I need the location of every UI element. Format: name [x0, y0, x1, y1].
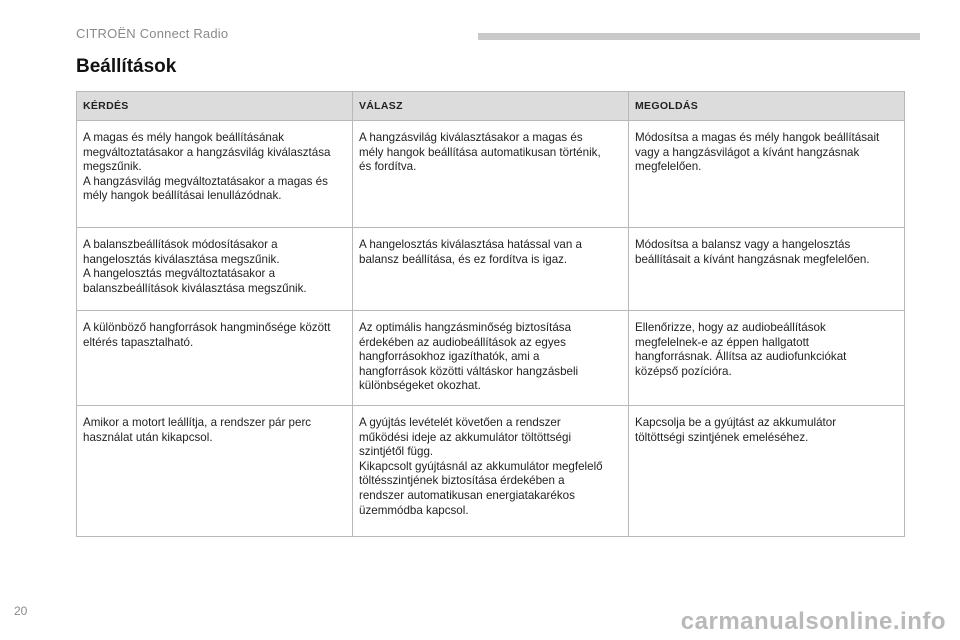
cell-text-line: töltöttségi szintjének emeléséhez. — [635, 430, 809, 444]
document-header-title: CITROËN Connect Radio — [76, 26, 229, 41]
cell-text-line: Kikapcsolt gyújtásnál az akkumulátor megfelelő — [359, 459, 603, 473]
cell-text-line: Kapcsolja be a gyújtást az akkumulátor — [635, 416, 837, 429]
cell-text-line: középső pozícióra. — [635, 364, 732, 378]
cell-text-line: A különböző hangforrások hangminősége között — [83, 321, 331, 334]
table-header-row — [77, 92, 905, 121]
cell-text-line: beállításait a kívánt hangzásnak megfelelően. — [635, 252, 870, 266]
question-cell — [77, 121, 353, 228]
cell-text-line: működési ideje az akkumulátor töltöttségi — [359, 430, 572, 444]
cell-text-line: megváltoztatásakor a hangzásvilág kiválasztása — [83, 145, 331, 159]
cell-text-line: töltésszintjének biztosítása érdekében a — [359, 474, 565, 488]
table-row — [77, 406, 905, 537]
cell-text-line: Amikor a motort leállítja, a rendszer pár perc — [83, 416, 312, 429]
watermark: carmanualsonline.info — [680, 608, 946, 635]
cell-text-line: megszűnik. — [83, 160, 142, 174]
solution-cell — [629, 228, 905, 311]
cell-text-line: vagy a hangzásvilágot a kívánt hangzásnak — [635, 145, 860, 159]
column-header-solution: MEGOLDÁS — [629, 92, 905, 121]
cell-text-line: A hangzásvilág megváltoztatásakor a magas és — [83, 174, 328, 188]
cell-text-line: hangforrásnak. Állítsa az audiofunkciókat — [635, 350, 847, 364]
cell-text-line: mély hangok beállítása automatikusan történik, — [359, 145, 601, 159]
cell-text-line: különbségeket okozhat. — [359, 379, 481, 393]
solution-cell — [629, 311, 905, 406]
cell-text-line: A hangelosztás kiválasztása hatással van a — [359, 238, 582, 251]
cell-text-line: Ellenőrizze, hogy az audiobeállítások — [635, 321, 826, 334]
cell-text-line: hangforrásokhoz igazíthatók, ami a — [359, 350, 540, 364]
cell-text-line: üzemmódba kapcsol. — [359, 503, 469, 517]
answer-cell — [353, 406, 629, 537]
cell-text-line: használat után kikapcsol. — [83, 430, 213, 444]
cell-text-line: A hangzásvilág kiválasztásakor a magas és — [359, 131, 583, 144]
cell-text-line: érdekében az audiobeállítások az egyes — [359, 335, 566, 349]
answer-cell — [353, 228, 629, 311]
column-header-question: KÉRDÉS — [77, 92, 353, 121]
cell-text-line: és fordítva. — [359, 160, 417, 174]
cell-text-line: hangelosztás kiválasztása megszűnik. — [83, 252, 280, 266]
solution-cell — [629, 121, 905, 228]
cell-text-line: balanszbeállítások kiválasztása megszűnik. — [83, 281, 307, 295]
question-cell — [77, 406, 353, 537]
question-cell — [77, 311, 353, 406]
page-number: 20 — [14, 604, 28, 618]
cell-text-line: megfelelnek-e az éppen hallgatott — [635, 335, 810, 349]
table-row — [77, 228, 905, 311]
answer-cell — [353, 121, 629, 228]
cell-text-line: hangforrások közötti váltáskor hangzásbeli — [359, 364, 579, 378]
troubleshooting-table — [76, 91, 905, 537]
answer-cell — [353, 311, 629, 406]
cell-text-line: A gyújtás levételét követően a rendszer — [359, 416, 561, 429]
cell-text-line: rendszer automatikusan energiatakarékos — [359, 488, 575, 502]
table-row — [77, 121, 905, 228]
table-row — [77, 311, 905, 406]
cell-text-line: Módosítsa a magas és mély hangok beállításait — [635, 131, 880, 144]
cell-text-line: A magas és mély hangok beállításának — [83, 131, 285, 144]
cell-text-line: A hangelosztás megváltoztatásakor a — [83, 267, 276, 281]
solution-cell — [629, 406, 905, 537]
cell-text-line: balansz beállítása, és ez fordítva is igaz. — [359, 252, 568, 266]
cell-text-line: szintjétől függ. — [359, 445, 434, 459]
cell-text-line: Módosítsa a balansz vagy a hangelosztás — [635, 238, 851, 251]
question-cell — [77, 228, 353, 311]
section-title: Beállítások — [76, 56, 177, 77]
cell-text-line: Az optimális hangzásminőség biztosítása — [359, 321, 572, 334]
cell-text-line: mély hangok beállításai lenullázódnak. — [83, 189, 282, 203]
column-header-answer: VÁLASZ — [353, 92, 629, 121]
cell-text-line: A balanszbeállítások módosításakor a — [83, 238, 278, 251]
header-divider — [478, 33, 920, 40]
cell-text-line: eltérés tapasztalható. — [83, 335, 194, 349]
cell-text-line: megfelelően. — [635, 160, 702, 174]
